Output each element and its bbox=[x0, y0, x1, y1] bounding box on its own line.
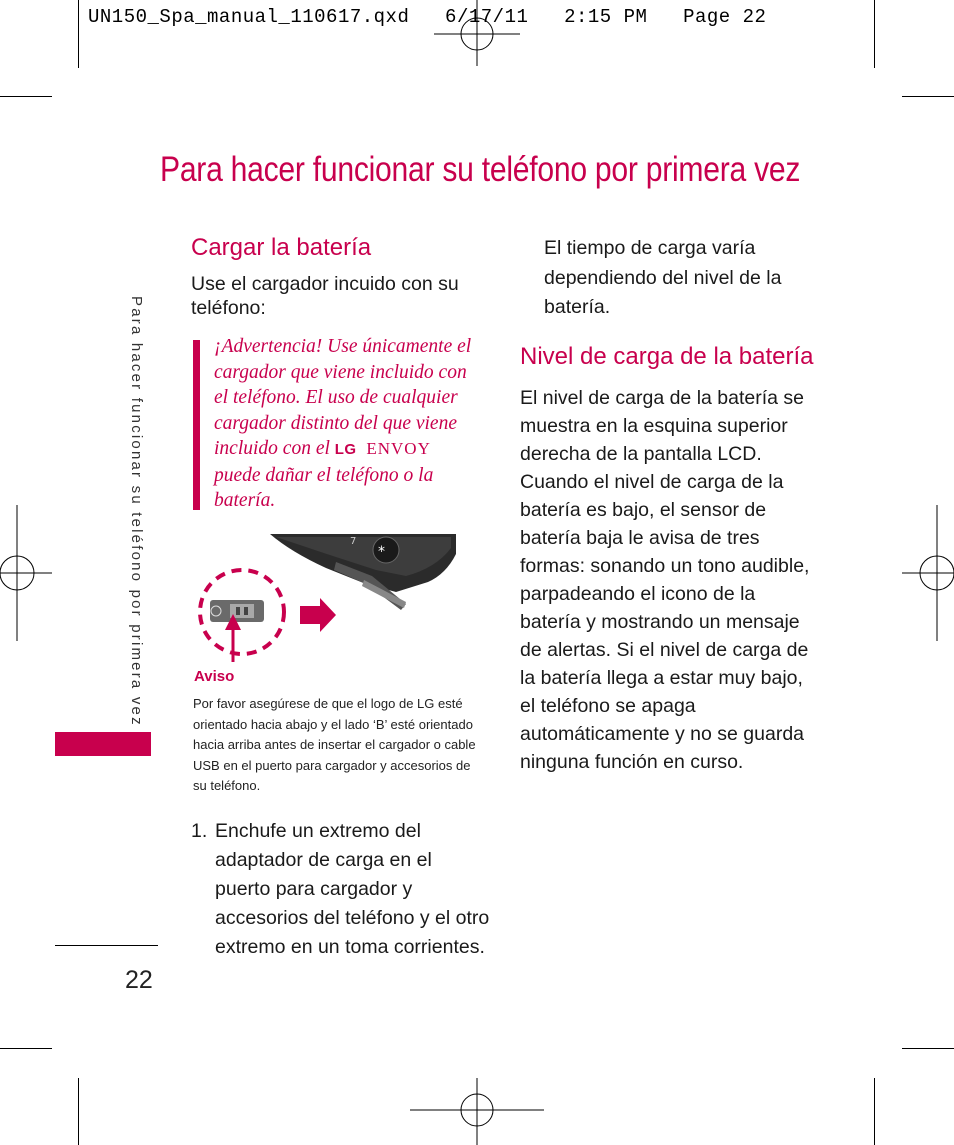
charger-connector-icon bbox=[210, 600, 264, 622]
page-title: Para hacer funcionar su teléfono por primera vez bbox=[160, 150, 801, 189]
registration-mark-icon bbox=[410, 1078, 544, 1145]
crop-mark bbox=[78, 1078, 79, 1145]
crop-mark bbox=[0, 1048, 52, 1049]
side-tab-label: Para hacer funcionar su teléfono por primera vez bbox=[128, 296, 145, 727]
crop-mark bbox=[0, 96, 52, 97]
footer-rule bbox=[55, 945, 158, 946]
svg-text:7: 7 bbox=[350, 536, 357, 547]
warning-bar bbox=[193, 340, 200, 510]
crop-mark bbox=[902, 96, 954, 97]
brand-envoy-logo: ENVOY bbox=[366, 439, 431, 458]
charger-illustration bbox=[196, 534, 460, 664]
section-heading-battery-level: Nivel de carga de la batería bbox=[520, 343, 814, 370]
page-number: 22 bbox=[125, 966, 153, 994]
warning-text bbox=[214, 334, 482, 514]
charge-time-note: El tiempo de carga varía dependiendo del nivel de la batería. bbox=[544, 237, 782, 318]
svg-text:*: * bbox=[378, 544, 385, 560]
crop-mark bbox=[874, 0, 875, 68]
battery-level-text: El nivel de carga de la batería se muestra en la esquina superior derecha de la pantalla LCD. Cuando el nivel de carga de la batería es bajo, el sensor de batería baja le avisa de tres formas: sonando un tono audible, parpadeando el icono de la batería y mostrando un mensaje de alertas. Si el nivel de carga de la batería llega a estar muy bajo, el teléfono se apaga automáticamente y no se guarda ninguna función en curso. bbox=[520, 387, 810, 773]
arrow-right-icon bbox=[300, 598, 336, 632]
registration-mark-icon bbox=[902, 505, 954, 641]
side-tab-bar bbox=[55, 732, 151, 756]
step-text: Enchufe un extremo del adaptador de carga en el puerto para cargador y accesorios del teléfono y el otro extremo en un toma corrientes. bbox=[215, 820, 490, 958]
warning-text-end: puede dañar el teléfono o la batería. bbox=[214, 464, 434, 511]
section-heading-charge: Cargar la batería bbox=[191, 234, 372, 261]
step-number: 1. bbox=[191, 820, 208, 842]
step-1 bbox=[191, 817, 491, 962]
print-slug: UN150_Spa_manual_110617.qxd 6/17/11 2:15 PM Page 22 bbox=[88, 6, 767, 28]
crop-mark bbox=[874, 1078, 875, 1145]
notice-label: Aviso bbox=[194, 668, 235, 685]
charge-intro: Use el cargador incuido con su teléfono: bbox=[191, 273, 459, 319]
warning-text-start: ¡Advertencia! Use únicamente el cargador que viene incluido con el teléfono. El uso de cualquier cargador distinto del que viene incluido con el bbox=[214, 336, 472, 459]
brand-lg-logo: LG bbox=[334, 441, 357, 458]
crop-mark bbox=[78, 0, 79, 68]
registration-mark-icon bbox=[0, 505, 52, 641]
crop-mark bbox=[902, 1048, 954, 1049]
notice-text: Por favor asegúrese de que el logo de LG esté orientado hacia abajo y el lado ‘B’ esté orientado hacia arriba antes de insertar el cargador o cable USB en el puerto para cargador y accesorios de su teléfono. bbox=[193, 696, 476, 793]
